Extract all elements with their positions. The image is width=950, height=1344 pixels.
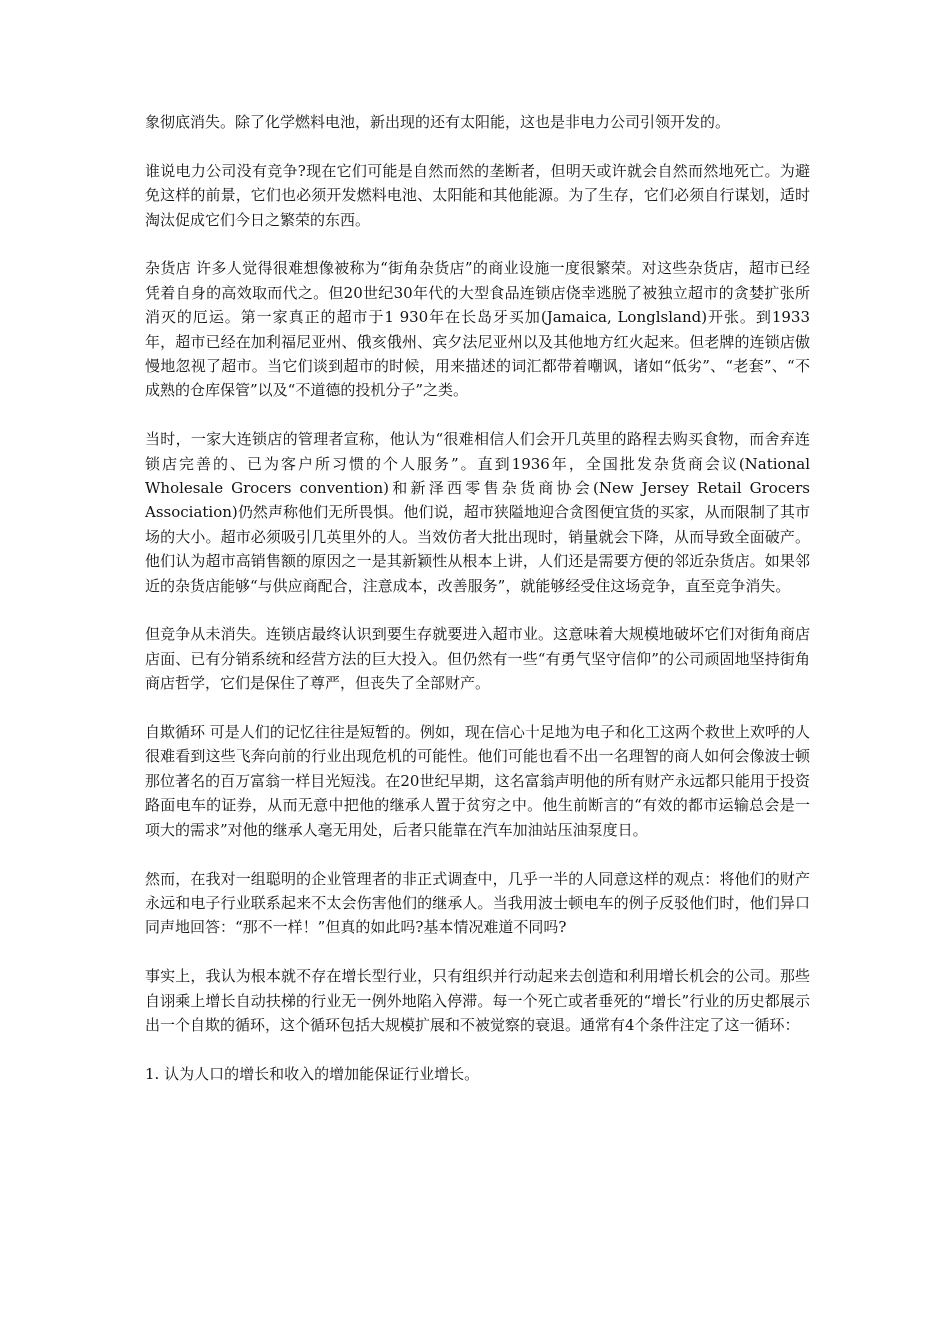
paragraph-self-deceiving-cycle: 自欺循环 可是人们的记忆往往是短暂的。例如，现在信心十足地为电子和化工这两个救世上欢呼的人很难看到这些飞奔向前的行业出现危机的可能性。他们可能也看不出一名理智的商人如何会像波士顿那位著名的百万富翁一样目光短浅。在20世纪早期，这名富翁声明他的所有财产永远都只能用于投资路面电车的证券，从而无意中把他的继承人置于贫穷之中。他生前断言的“有效的都市运输总会是一项大的需求”对他的继承人毫无用处，后者只能靠在汽车加油站压油泵度日。 [145,723,810,839]
paragraph-solar-energy: 象彻底消失。除了化学燃料电池，新出现的还有太阳能，这也是非电力公司引领开发的。 [145,113,731,131]
list-item-condition-1: 1. 认为人口的增长和收入的增加能保证行业增长。 [145,1064,480,1083]
document-body [145,110,810,1086]
paragraph-chain-store-manager: 当时，一家大连锁店的管理者宣称，他认为“很难相信人们会开几英里的路程去购买食物，而舍弃连锁店完善的、已为客户所习惯的个人服务”。直到1936年，全国批发杂货商会议(National Wholesale Grocers convention)和新泽西零售杂货商协会(New Jersey Retail Grocers Association)仍然声称他们无所畏惧。他们说，超市狭隘地迎合贪图便宜货的买家，从而限制了其市场的大小。超市必须吸引几英里外的人。当效仿者大批出现时，销量就会下降，从而导致全面破产。他们认为超市高销售额的原因之一是其新颖性从根本上讲，人们还是需要方便的邻近杂货店。如果邻近的杂货店能够“与供应商配合，注意成本，改善服务”，就能够经受住这场竞争，直至竞争消失。 [145,430,810,595]
paragraph-no-growth-industry: 事实上，我认为根本就不存在增长型行业，只有组织并行动起来去创造和利用增长机会的公司。那些自诩乘上增长自动扶梯的行业无一例外地陷入停滞。每一个死亡或者垂死的“增长”行业的历史都展示出一个自欺的循环，这个循环包括大规模扩展和不被觉察的衰退。通常有4个条件注定了这一循环： [145,967,810,1034]
paragraph-utility-competition: 谁说电力公司没有竞争?现在它们可能是自然而然的垄断者，但明天或许就会自然而然地死亡。为避免这样的前景，它们也必须开发燃料电池、太阳能和其他能源。为了生存，它们必须自行谋划，适时淘汰促成它们今日之繁荣的东西。 [145,161,810,229]
paragraph-grocery-stores: 杂货店 许多人觉得很难想像被称为“街角杂货店”的商业设施一度很繁荣。对这些杂货店，超市已经凭着自身的高效取而代之。但20世纪30年代的大型食品连锁店侥幸逃脱了被独立超市的贪婪扩张所消灭的厄运。第一家真正的超市于1 930年在长岛牙买加(Jamaica, Longlsland)开张。到1933年，超市已经在加利福尼亚州、俄亥俄州、宾夕法尼亚州以及其他地方红火起来。但老牌的连锁店傲慢地忽视了超市。当它们谈到超市的时候，用来描述的词汇都带着嘲讽，诸如“低劣”、“老套”、“不成熟的仓库保管”以及“不道德的投机分子”之类。 [145,259,810,400]
paragraph-informal-survey: 然而，在我对一组聪明的企业管理者的非正式调查中，几乎一半的人同意这样的观点：将他们的财产永远和电子行业联系起来不太会伤害他们的继承人。当我用波士顿电车的例子反驳他们时，他们异口同声地回答：“那不一样！”但真的如此吗?基本情况难道不同吗? [145,869,810,937]
paragraph-competition-never-vanished: 但竞争从未消失。连锁店最终认识到要生存就要进入超市业。这意味着大规模地破坏它们对街角商店店面、已有分销系统和经营方法的巨大投入。但仍然有一些“有勇气坚守信仰”的公司顽固地坚持街角商店哲学，它们是保住了尊严，但丧失了全部财产。 [145,625,810,693]
